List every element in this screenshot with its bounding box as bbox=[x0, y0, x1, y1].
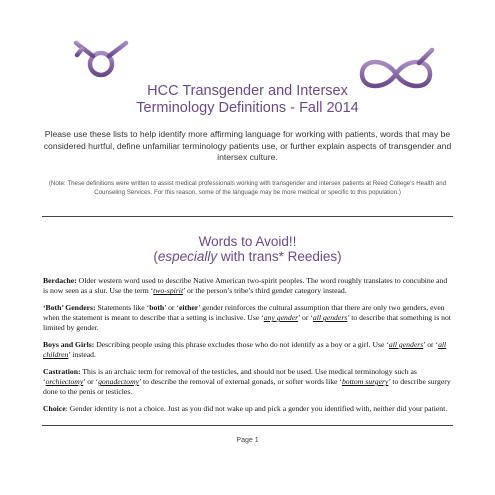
recommended-term-wrapper bbox=[389, 340, 423, 349]
subtitle-open: ( bbox=[153, 249, 158, 264]
recommended-term-wrapper bbox=[46, 377, 84, 386]
recommended-term-wrapper bbox=[264, 313, 298, 322]
definition-text: ’ or the person’s tribe’s third gender category instead. bbox=[183, 286, 347, 296]
definition-entry bbox=[43, 367, 453, 398]
section-title: Words to Avoid!! bbox=[198, 234, 297, 249]
emphasized-word: both bbox=[149, 302, 165, 312]
recommended-term: all children bbox=[43, 340, 447, 360]
definition-term: Berdache: bbox=[43, 276, 77, 285]
page-number: Page 1 bbox=[236, 437, 259, 444]
definition-text: : Gender identity is not a choice. Just as you did not wake up and pick a gender you identified with, neither did your patient. bbox=[65, 404, 448, 414]
definition-text: ’ instead. bbox=[68, 350, 96, 360]
definition-term: Choice bbox=[43, 404, 66, 414]
note-paragraph: (Note: These definitions were written to assist medical professionals working with transgender and intersex patients at Reed College's Health and Counseling Services. For this reason, some of the language may be more medical or specific to this population.) bbox=[48, 180, 447, 196]
divider-top bbox=[42, 216, 453, 217]
section-subtitle bbox=[0, 249, 495, 265]
recommended-term: any gender bbox=[263, 313, 299, 323]
definition-text: ’ gender reinforces the cultural assumption that there are only two genders, even when the statement is meant to describe that a setting is inclusive. Use ‘ bbox=[43, 302, 445, 323]
definition-term: ‘Both’ Genders: bbox=[43, 302, 96, 312]
emphasized-word: either bbox=[178, 302, 199, 312]
intro-paragraph: Please use these lists to help identify more affirming language for working with patients, words that may be considered hurtful, define unfamiliar terminology patients use, or further explain aspects of transgender and intersex culture. bbox=[43, 129, 452, 163]
recommended-term: all genders bbox=[312, 313, 348, 323]
recommended-term-wrapper bbox=[313, 313, 347, 322]
definition-text: Older western word used to describe Native American two-spirit peoples. The word roughly translates to concubine and is now seen as a slur. Use the term ‘ bbox=[43, 276, 448, 296]
definition-text: ’ to describe surgery done to the penis or testicles. bbox=[43, 377, 451, 397]
recommended-term-wrapper bbox=[98, 377, 139, 386]
subtitle-emphasis-2: Reedies bbox=[287, 249, 338, 264]
definition-term: Castration: bbox=[43, 366, 81, 376]
definition-entry bbox=[43, 303, 453, 334]
document-title-line2: Terminology Definitions - Fall 2014 bbox=[136, 100, 359, 116]
definition-text: ’ to describe the removal of external gonads, or softer words like ‘ bbox=[139, 377, 342, 387]
subtitle-close: ) bbox=[337, 249, 342, 264]
recommended-term-wrapper bbox=[153, 286, 183, 295]
recommended-term: gonadectomy bbox=[98, 377, 140, 387]
definition-term: Boys and Girls: bbox=[43, 340, 95, 350]
recommended-term: all genders bbox=[388, 340, 424, 350]
definition-list bbox=[43, 276, 453, 421]
subtitle-emphasis-1: especially bbox=[157, 249, 218, 264]
definition-text: This is an archaic term for removal of the testicles, and should not be used. Use medical terminology such as ‘ bbox=[43, 366, 417, 387]
definition-text: ’ to describe that something is not limited by gender. bbox=[43, 313, 451, 333]
recommended-term: two-spirit bbox=[153, 286, 184, 296]
document-title-line1: HCC Transgender and Intersex bbox=[147, 83, 348, 99]
recommended-term-wrapper bbox=[342, 377, 388, 386]
definition-entry bbox=[43, 404, 453, 414]
subtitle-middle: with trans* bbox=[217, 249, 288, 264]
definition-text: ’ or ‘ bbox=[83, 377, 99, 387]
definition-text: ’ or ‘ bbox=[423, 340, 439, 350]
definition-text: Statements like ‘ bbox=[95, 302, 150, 312]
recommended-term: bottom surgery bbox=[341, 377, 389, 387]
definition-text: ’ or ‘ bbox=[298, 313, 313, 323]
definition-entry bbox=[43, 340, 453, 360]
divider-bottom bbox=[42, 425, 453, 426]
definition-entry bbox=[43, 276, 453, 296]
definition-text: ’ or ‘ bbox=[164, 302, 179, 312]
recommended-term: orchiectomy bbox=[45, 377, 84, 387]
definition-text: Describing people using this phrase excludes those who do not identify as a boy or a girl. Use ‘ bbox=[94, 340, 389, 350]
